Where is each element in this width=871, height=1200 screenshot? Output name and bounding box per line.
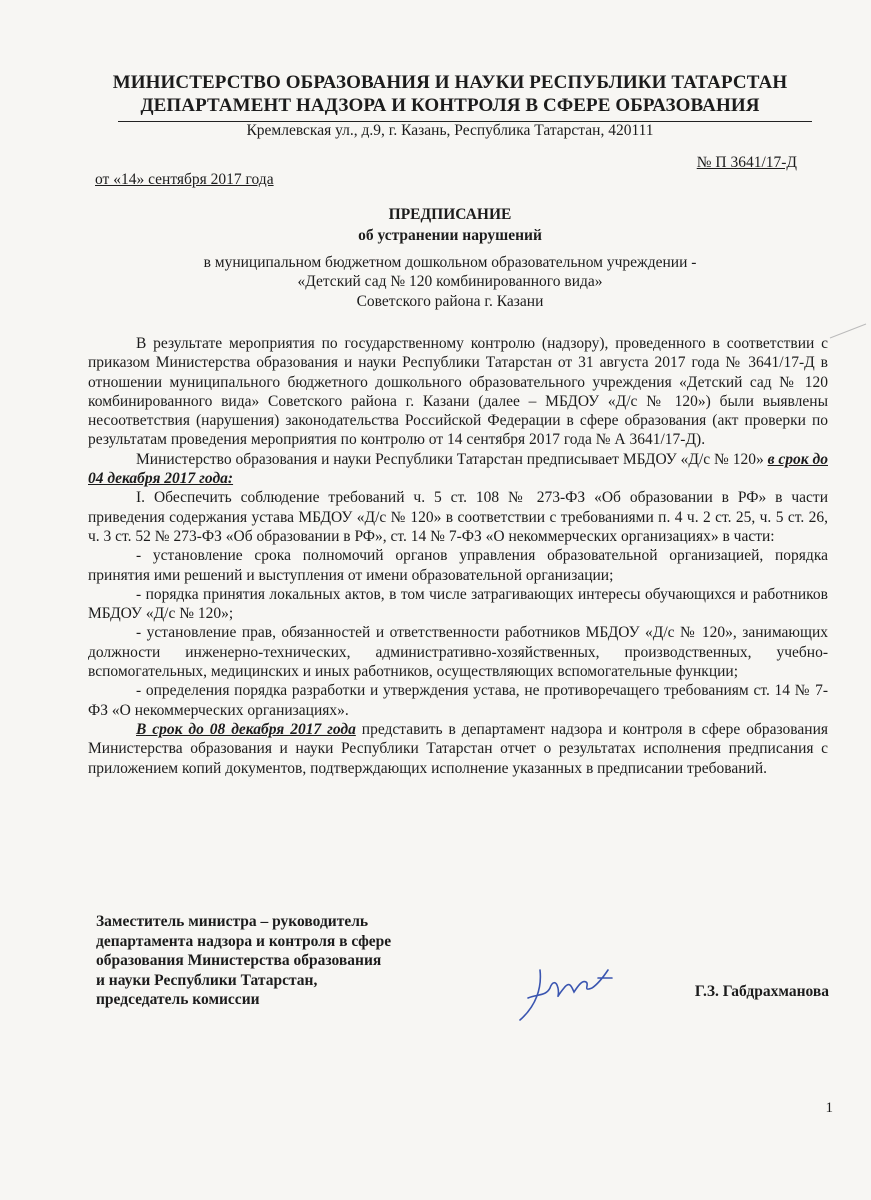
signatory-line: председатель комиссии <box>96 991 260 1008</box>
subject-line-3: Советского района г. Казани <box>356 293 544 310</box>
report-deadline: В срок до 08 декабря 2017 года <box>136 720 356 738</box>
requirement-item: - определения порядка разработки и утверждения устава, не противоречащего требованиям ст. 14 № 7-ФЗ «О некоммерческих организациях». <box>88 682 828 719</box>
signatory-line: Заместитель министра – руководитель <box>96 913 369 930</box>
signatory-block <box>96 912 391 1010</box>
order-text: Министерство образования и науки Республики Татарстан предписывает МБДОУ «Д/с № 120» <box>136 450 764 468</box>
paragraph-report <box>88 720 828 778</box>
requirement-item: - установление прав, обязанностей и ответственности работников МБДОУ «Д/с № 120», занимающих должности инженерно-технических, административно-хозяйственных, производственных, учебно-вспомогательных, медицинских и иных работников, осуществляющих вспомогательные функции; <box>88 624 828 681</box>
paragraph-requirement: I. Обеспечить соблюдение требований ч. 5 ст. 108 № 273-ФЗ «Об образовании в РФ» в части приведения содержания устава МБДОУ «Д/с № 120» в соответствии с требованиями п. 4 ч. 2 ст. 25, ч. 5 ст. 26, ч. 3 ст. 52 № 273-ФЗ «Об образовании в РФ», ст. 14 № 7-ФЗ «О некоммерческих организациях» в части: <box>88 489 828 545</box>
document-title: ПРЕДПИСАНИЕ <box>388 206 512 223</box>
document-number: № П 3641/17-Д <box>696 154 797 171</box>
document-date: от «14» сентября 2017 года <box>95 171 274 188</box>
paragraph-findings: В результате мероприятия по государственному контролю (надзору), проведенного в соответствии с приказом Министерства образования и науки Республики Татарстан от 31 августа 2017 года № 3641/17-Д в отношении муниципального бюджетного дошкольного образовательного учреждения «Детский сад № 120 комбинированного вида» Советского района г. Казани (далее – МБДОУ «Д/с № 120») были выявлены несоответствия (нарушения) законодательства Российской Федерации в сфере образования (акт проверки по результатам проведения мероприятия по контролю от 14 сентября 2017 года № А 3641/17-Д). <box>88 335 828 449</box>
subject-line-1: в муниципальном бюджетном дошкольном образовательном учреждении - <box>203 254 697 271</box>
report-text: представить в департамент надзора и контроля в сфере образования Министерства образования и науки Республики Татарстан отчет о результатах исполнения предписания с приложением копий документов, подтверждающих исполнение указанных в предписании требований. <box>88 720 828 777</box>
paragraph-order <box>88 450 828 489</box>
document-body <box>88 334 828 778</box>
ministry-title: МИНИСТЕРСТВО ОБРАЗОВАНИЯ И НАУКИ РЕСПУБЛИКИ ТАТАРСТАН <box>112 72 788 93</box>
scan-mark <box>828 320 868 340</box>
handwritten-signature <box>512 958 632 1028</box>
signatory-line: и науки Республики Татарстан, <box>96 971 318 989</box>
department-title: ДЕПАРТАМЕНТ НАДЗОРА И КОНТРОЛЯ В СФЕРЕ ОБРАЗОВАНИЯ <box>140 95 760 116</box>
signatory-line: департамента надзора и контроля в сфере <box>96 932 392 950</box>
document-subtitle: об устранении нарушений <box>358 227 542 244</box>
subject-line-2: «Детский сад № 120 комбинированного вида» <box>297 273 603 290</box>
order-deadline: в срок до 04 декабря 2017 года: <box>88 450 828 488</box>
signatory-name: Г.З. Габдрахманова <box>694 983 829 1000</box>
requirement-item: - установление срока полномочий органов управления образовательной организацией, порядка принятия ими решений и выступления от имени образовательной организации; <box>88 547 828 584</box>
address: Кремлевская ул., д.9, г. Казань, Республика Татарстан, 420111 <box>246 122 654 139</box>
requirement-item: - порядка принятия локальных актов, в том числе затрагивающих интересы обучающихся и работников МБДОУ «Д/с № 120»; <box>88 585 828 623</box>
signatory-line: образования Министерства образования <box>96 952 382 969</box>
page-number: 1 <box>825 1100 833 1116</box>
